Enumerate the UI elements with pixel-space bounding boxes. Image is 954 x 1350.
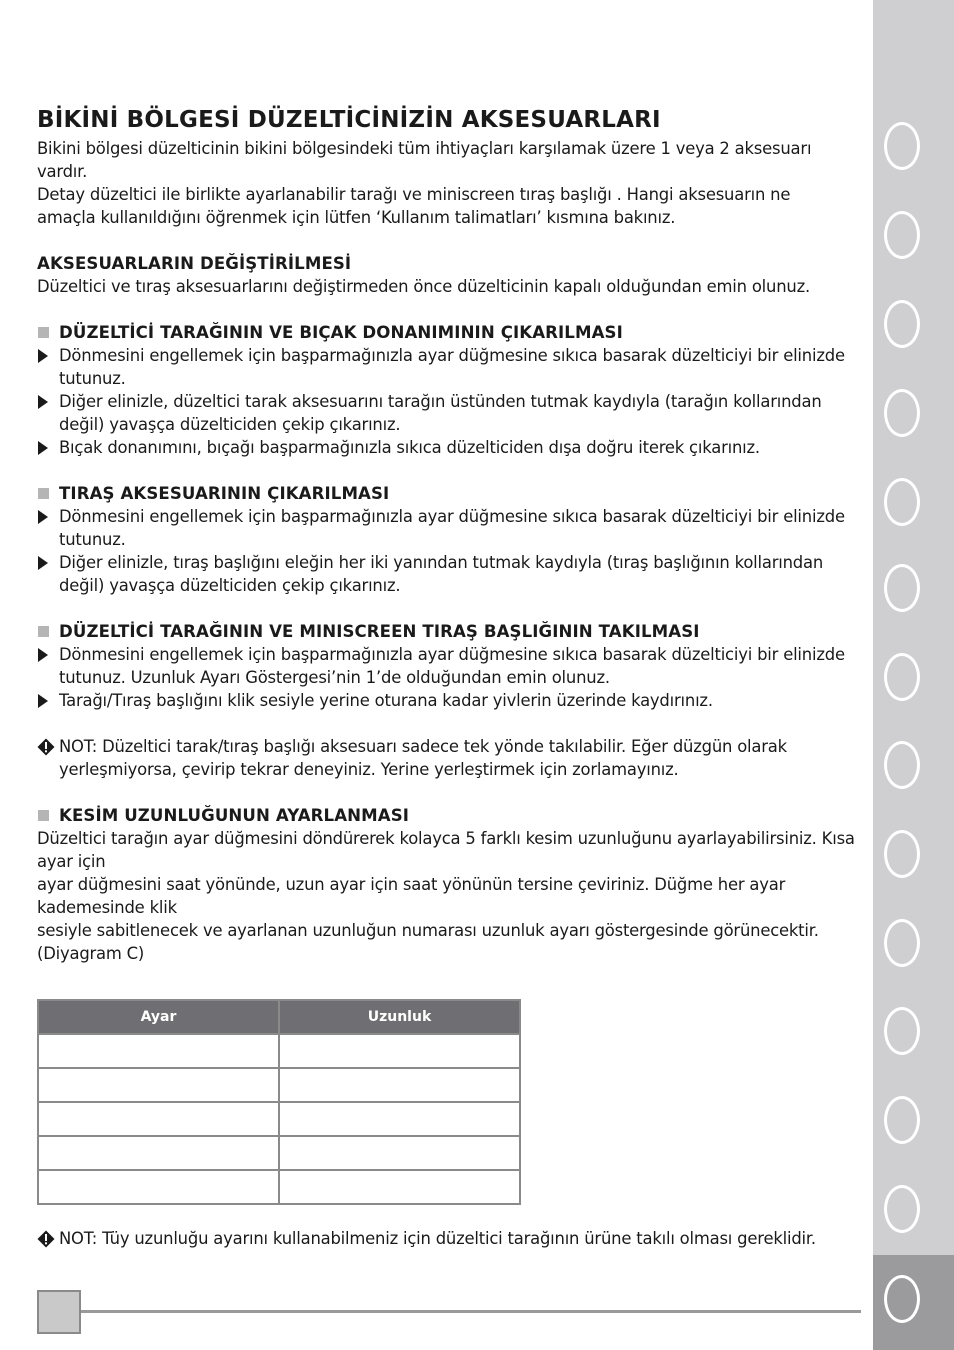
list-item — [37, 689, 863, 712]
oval-tab-icon[interactable] — [884, 741, 920, 789]
grey-square-icon — [38, 626, 49, 637]
table-cell — [38, 1034, 279, 1068]
triangle-bullet-icon — [38, 694, 48, 708]
table-cell — [279, 1034, 520, 1068]
length-section — [37, 804, 863, 1250]
page-title: BİKİNİ BÖLGESİ DÜZELTİCİNİZİN AKSESUARLARI — [37, 107, 661, 133]
attach-note-text: NOT: Düzeltici tarak/tıraş başlığı aksesuarı sadece tek yönde takılabilir. Eğer düzgün olarak yerleşmiyorsa, çevirip tekrar deneyiniz. Yerine yerleştirmek için zorlamayınız. — [59, 737, 787, 779]
oval-tab-icon[interactable] — [884, 653, 920, 701]
list-item-text: Diğer elinizle, tıraş başlığını eleğin her iki yanından tutmak kaydıyla (tıraş başlığının kollarından değil) yavaşça düzelticiden çekip çıkarınız. — [59, 553, 824, 595]
remove-comb-heading-text: DÜZELTİCİ TARAĞININ VE BIÇAK DONANIMININ ÇIKARILMASI — [59, 323, 623, 342]
intro-line-3: amaçla kullanıldığını öğrenmek için lütfen ‘Kullanım talimatları’ kısmına bakınız. — [37, 208, 676, 227]
triangle-bullet-icon — [38, 648, 48, 662]
table-row — [38, 1102, 520, 1136]
oval-tab-icon[interactable] — [884, 919, 920, 967]
length-line-2: ayar düğmesini saat yönünde, uzun ayar için saat yönünün tersine çeviriniz. Düğme her ayar kademesinde klik — [37, 875, 786, 917]
oval-tab-icon[interactable] — [884, 830, 920, 878]
oval-tab-icon[interactable] — [884, 389, 920, 437]
length-settings-table — [37, 999, 521, 1205]
table-row — [38, 1068, 520, 1102]
oval-tab-icon[interactable] — [884, 300, 920, 348]
column-header-ayar: Ayar — [38, 1000, 279, 1034]
oval-tab-icon[interactable] — [884, 1275, 920, 1323]
oval-tab-icon[interactable] — [884, 1007, 920, 1055]
remove-shaver-heading — [37, 482, 863, 505]
table-cell — [38, 1170, 279, 1204]
table-cell — [38, 1102, 279, 1136]
attach-heading-text: DÜZELTİCİ TARAĞININ VE MINISCREEN TIRAŞ BAŞLIĞININ TAKILMASI — [59, 622, 700, 641]
table-header-row — [38, 1000, 520, 1034]
change-accessories-text: Düzeltici ve tıraş aksesuarlarını değiştirmeden önce düzelticinin kapalı olduğundan emin olunuz. — [37, 277, 811, 296]
triangle-bullet-icon — [38, 395, 48, 409]
triangle-bullet-icon — [38, 441, 48, 455]
list-item-text: Bıçak donanımını, bıçağı başparmağınızla sıkıca düzelticiden dışa doğru iterek çıkarınız. — [59, 438, 760, 457]
list-item-text: Tarağı/Tıraş başlığını klik sesiyle yerine oturana kadar yivlerin üzerinde kaydırınız. — [59, 691, 713, 710]
length-heading-text: KESİM UZUNLUĞUNUN AYARLANMASI — [59, 806, 410, 825]
remove-comb-section — [37, 321, 863, 459]
attach-note — [37, 735, 863, 781]
table-row — [38, 1034, 520, 1068]
oval-tab-icon[interactable] — [884, 1185, 920, 1233]
main-content — [37, 104, 863, 1250]
grey-square-icon — [38, 810, 49, 821]
triangle-bullet-icon — [38, 556, 48, 570]
remove-comb-list — [37, 344, 863, 459]
oval-tab-icon[interactable] — [884, 564, 920, 612]
oval-tab-icon[interactable] — [884, 1096, 920, 1144]
attach-heading — [37, 620, 863, 643]
oval-tab-icon[interactable] — [884, 122, 920, 170]
attach-list — [37, 643, 863, 712]
table-row — [38, 1136, 520, 1170]
grey-square-icon — [38, 327, 49, 338]
length-heading — [37, 804, 863, 827]
warning-diamond-icon — [37, 738, 55, 756]
table-cell — [279, 1170, 520, 1204]
list-item — [37, 436, 863, 459]
remove-shaver-list — [37, 505, 863, 597]
table-cell — [38, 1068, 279, 1102]
intro-line-1: Bikini bölgesi düzelticinin bikini bölgesindeki tüm ihtiyaçları karşılamak üzere 1 veya 2 aksesuarı vardır. — [37, 139, 812, 181]
list-item-text: Dönmesini engellemek için başparmağınızla ayar düğmesine sıkıca basarak düzelticiyi bir elinizde tutunuz. Uzunluk Ayarı Göstergesi’nin 1’de olduğundan emin olunuz. — [59, 645, 845, 687]
footer-divider — [81, 1310, 861, 1313]
list-item-text: Dönmesini engellemek için başparmağınızla ayar düğmesine sıkıca basarak düzelticiyi bir elinizde tutunuz. — [59, 346, 845, 388]
list-item — [37, 505, 863, 551]
grey-square-icon — [38, 488, 49, 499]
page-number-box — [37, 1290, 81, 1334]
change-accessories-section — [37, 252, 863, 298]
change-accessories-heading: AKSESUARLARIN DEĞİŞTİRİLMESİ — [37, 254, 352, 273]
attach-section — [37, 620, 863, 781]
intro-line-2: Detay düzeltici ile birlikte ayarlanabilir tarağı ve miniscreen tıraş başlığı . Hangi aksesuarın ne — [37, 185, 791, 204]
list-item-text: Dönmesini engellemek için başparmağınızla ayar düğmesine sıkıca basarak düzelticiyi bir elinizde tutunuz. — [59, 507, 845, 549]
table-row — [38, 1170, 520, 1204]
length-line-3: sesiyle sabitlenecek ve ayarlanan uzunluğun numarası uzunluk ayarı göstergesinde görünecektir. (Diyagram C) — [37, 921, 819, 963]
length-note-text: NOT: Tüy uzunluğu ayarını kullanabilmeniz için düzeltici tarağının ürüne takılı olması gereklidir. — [59, 1229, 816, 1248]
list-item — [37, 551, 863, 597]
triangle-bullet-icon — [38, 349, 48, 363]
remove-shaver-section — [37, 482, 863, 597]
list-item — [37, 643, 863, 689]
triangle-bullet-icon — [38, 510, 48, 524]
warning-diamond-icon — [37, 1230, 55, 1248]
remove-comb-heading — [37, 321, 863, 344]
length-line-1: Düzeltici tarağın ayar düğmesini döndürerek kolayca 5 farklı kesim uzunluğunu ayarlayabilirsiniz. Kısa ayar için — [37, 829, 855, 871]
table-cell — [38, 1136, 279, 1170]
oval-tab-icon[interactable] — [884, 478, 920, 526]
oval-tab-icon[interactable] — [884, 211, 920, 259]
list-item — [37, 344, 863, 390]
table-cell — [279, 1102, 520, 1136]
length-note — [37, 1227, 863, 1250]
remove-shaver-heading-text: TIRAŞ AKSESUARININ ÇIKARILMASI — [59, 484, 390, 503]
table-cell — [279, 1068, 520, 1102]
column-header-uzunluk: Uzunluk — [279, 1000, 520, 1034]
language-tab-strip — [873, 0, 954, 1350]
table-cell — [279, 1136, 520, 1170]
list-item-text: Diğer elinizle, düzeltici tarak aksesuarını tarağın üstünden tutmak kaydıyla (tarağın kollarından değil) yavaşça düzelticiden çekip çıkarınız. — [59, 392, 822, 434]
list-item — [37, 390, 863, 436]
